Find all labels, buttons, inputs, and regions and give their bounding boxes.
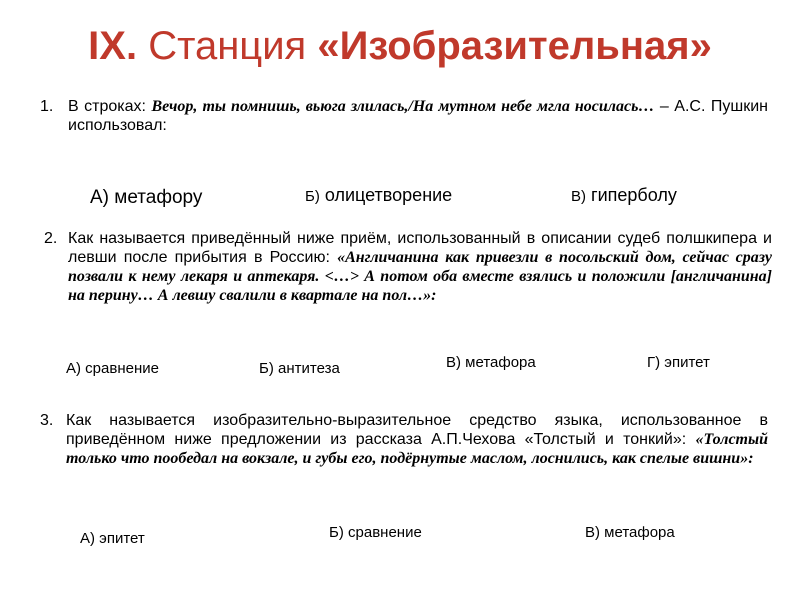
title-word: Станция: [148, 24, 307, 68]
question-3-quote: «Толстый только что пообедал на вокзале, и губы его, подёрнутые маслом, лоснились, как спелые вишни»:: [66, 431, 768, 467]
option-letter: Г): [647, 354, 661, 371]
question-2-option-b[interactable]: [259, 360, 340, 377]
question-1-intro: В строках:: [68, 98, 152, 115]
question-2-number: 2.: [44, 230, 58, 247]
option-text: сравнение: [348, 524, 422, 541]
title-roman: IX.: [88, 24, 138, 68]
question-3-option-a[interactable]: [80, 530, 145, 547]
option-letter: В): [446, 354, 461, 371]
option-text: олицетворение: [324, 185, 453, 205]
question-1-option-b[interactable]: [305, 185, 452, 206]
title-name: «Изобразительная»: [317, 24, 712, 68]
option-letter: Б): [329, 524, 344, 541]
option-text: эпитет: [664, 354, 710, 371]
question-2-option-a[interactable]: [66, 360, 159, 377]
question-1: [40, 97, 768, 135]
option-letter: В): [571, 188, 586, 205]
question-3-option-b[interactable]: [329, 524, 422, 541]
option-text: гиперболу: [591, 185, 677, 205]
question-3: [40, 411, 768, 468]
option-text: эпитет: [99, 530, 145, 547]
question-3-text: [40, 411, 768, 468]
option-letter: А): [80, 530, 95, 547]
question-3-option-c[interactable]: [585, 524, 675, 541]
question-3-number: 3.: [40, 412, 54, 429]
question-1-number: 1.: [40, 98, 54, 115]
question-1-quote: Вечор, ты помнишь, вьюга злилась,/На мутном небе мгла носилась…: [151, 98, 655, 115]
question-1-outro: – А.С. Пушкин использовал:: [68, 98, 769, 134]
option-letter: Б): [259, 360, 274, 377]
option-letter: А): [90, 187, 109, 208]
option-text: метафора: [465, 354, 536, 371]
option-text: антитеза: [278, 360, 340, 377]
slide-title: [0, 18, 800, 74]
question-1-option-c[interactable]: [571, 185, 677, 206]
option-text: сравнение: [85, 360, 159, 377]
question-2: [44, 229, 772, 305]
question-2-quote: «Англичанина как привезли в посольский дом, сейчас сразу позвали к нему лекаря и аптекаря. <…> А потом оба вместе взялись и положили [англичанина] на перину… А левшу свалили в квартале на пол…»:: [68, 249, 773, 304]
option-text: метафору: [114, 187, 203, 208]
question-2-intro: Как называется приведённый ниже приём, использованный в описании судеб полшкипера и левши после прибытия в Россию:: [68, 230, 772, 266]
option-letter: А): [66, 360, 81, 377]
option-letter: В): [585, 524, 600, 541]
question-2-option-c[interactable]: [446, 354, 536, 371]
question-1-text: [40, 97, 768, 135]
question-3-intro: Как называется изобразительно-выразительное средство языка, использованное в приведённом ниже предложении из рассказа А.П.Чехова «Толстый и тонкий»:: [66, 412, 768, 448]
question-2-option-d[interactable]: [647, 354, 710, 371]
option-letter: Б): [305, 188, 320, 205]
option-text: метафора: [604, 524, 675, 541]
question-1-option-a[interactable]: [90, 187, 202, 209]
question-2-text: [44, 229, 772, 305]
